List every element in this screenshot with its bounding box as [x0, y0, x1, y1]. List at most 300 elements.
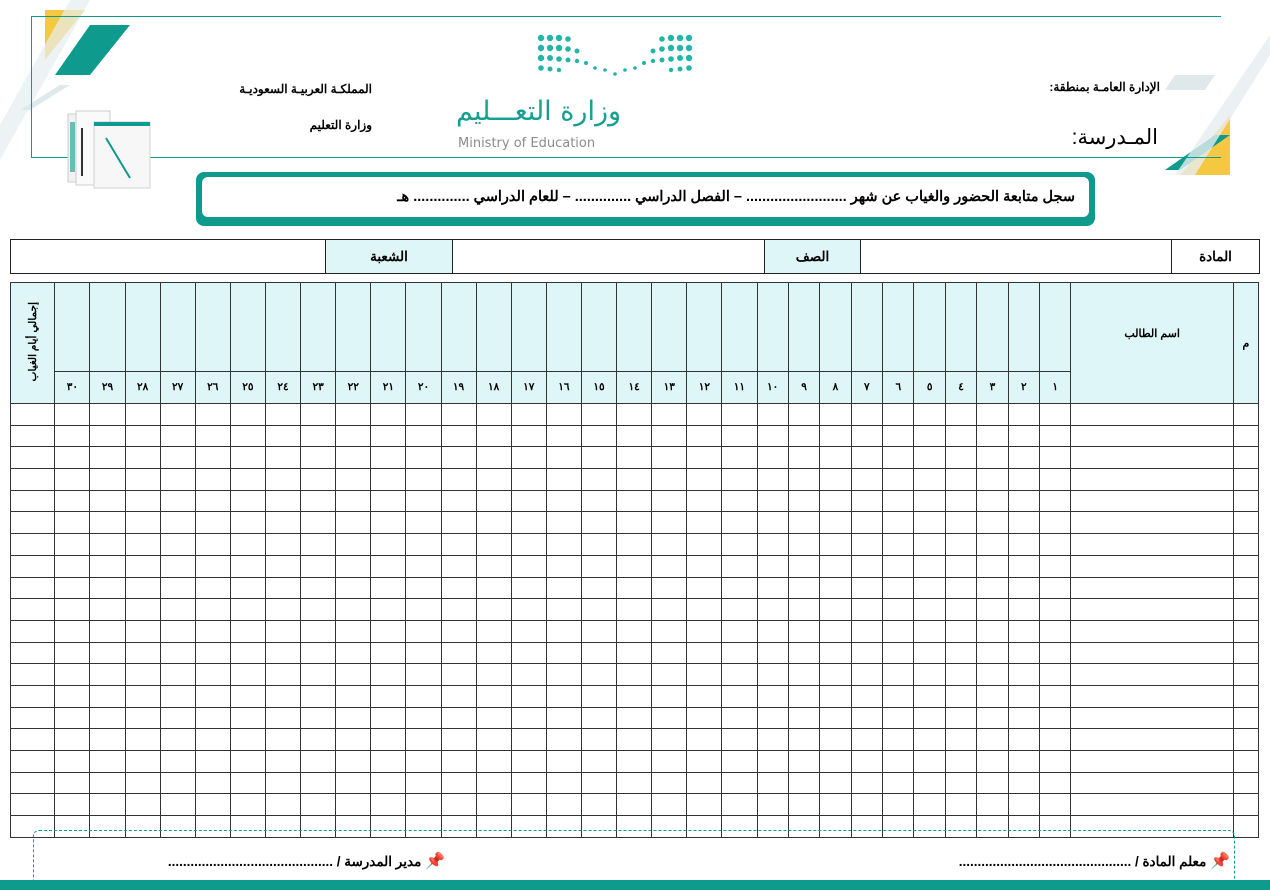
- day-attendance-cell[interactable]: [788, 751, 819, 773]
- day-attendance-cell[interactable]: [195, 490, 230, 512]
- day-attendance-cell[interactable]: [977, 469, 1008, 491]
- day-attendance-cell[interactable]: [652, 490, 687, 512]
- day-attendance-cell[interactable]: [301, 772, 336, 794]
- day-attendance-cell[interactable]: [441, 404, 476, 426]
- day-attendance-cell[interactable]: [230, 794, 265, 816]
- day-attendance-cell[interactable]: [371, 707, 406, 729]
- day-attendance-cell[interactable]: [230, 447, 265, 469]
- day-attendance-cell[interactable]: [230, 512, 265, 534]
- day-attendance-cell[interactable]: [722, 620, 757, 642]
- day-attendance-cell[interactable]: [90, 469, 125, 491]
- day-attendance-cell[interactable]: [945, 664, 976, 686]
- day-attendance-cell[interactable]: [301, 794, 336, 816]
- day-attendance-cell[interactable]: [851, 620, 882, 642]
- day-attendance-cell[interactable]: [55, 447, 90, 469]
- day-attendance-cell[interactable]: [883, 751, 914, 773]
- day-attendance-cell[interactable]: [788, 425, 819, 447]
- day-attendance-cell[interactable]: [687, 685, 722, 707]
- day-attendance-cell[interactable]: [265, 642, 300, 664]
- day-attendance-cell[interactable]: [90, 751, 125, 773]
- day-attendance-cell[interactable]: [687, 577, 722, 599]
- day-attendance-cell[interactable]: [788, 794, 819, 816]
- day-attendance-cell[interactable]: [441, 534, 476, 556]
- total-absence-cell[interactable]: [11, 555, 55, 577]
- day-attendance-cell[interactable]: [406, 664, 441, 686]
- day-attendance-cell[interactable]: [757, 729, 788, 751]
- day-attendance-cell[interactable]: [722, 490, 757, 512]
- day-attendance-cell[interactable]: [301, 707, 336, 729]
- day-attendance-cell[interactable]: [914, 490, 945, 512]
- row-number-cell[interactable]: [1233, 664, 1258, 686]
- day-attendance-cell[interactable]: [476, 707, 511, 729]
- day-attendance-cell[interactable]: [160, 642, 195, 664]
- student-name-cell[interactable]: [1071, 685, 1234, 707]
- day-attendance-cell[interactable]: [336, 404, 371, 426]
- day-attendance-cell[interactable]: [301, 642, 336, 664]
- day-attendance-cell[interactable]: [722, 642, 757, 664]
- day-attendance-cell[interactable]: [820, 577, 851, 599]
- day-attendance-cell[interactable]: [55, 642, 90, 664]
- day-attendance-cell[interactable]: [1040, 707, 1071, 729]
- day-attendance-cell[interactable]: [301, 447, 336, 469]
- day-attendance-cell[interactable]: [406, 707, 441, 729]
- day-attendance-cell[interactable]: [945, 577, 976, 599]
- day-attendance-cell[interactable]: [788, 512, 819, 534]
- day-attendance-cell[interactable]: [977, 664, 1008, 686]
- day-attendance-cell[interactable]: [301, 729, 336, 751]
- day-attendance-cell[interactable]: [195, 729, 230, 751]
- student-name-cell[interactable]: [1071, 490, 1234, 512]
- day-attendance-cell[interactable]: [55, 577, 90, 599]
- day-attendance-cell[interactable]: [546, 685, 581, 707]
- day-attendance-cell[interactable]: [476, 577, 511, 599]
- day-attendance-cell[interactable]: [1040, 620, 1071, 642]
- day-attendance-cell[interactable]: [441, 555, 476, 577]
- day-attendance-cell[interactable]: [511, 794, 546, 816]
- day-attendance-cell[interactable]: [441, 685, 476, 707]
- day-attendance-cell[interactable]: [336, 577, 371, 599]
- day-attendance-cell[interactable]: [371, 534, 406, 556]
- student-name-cell[interactable]: [1071, 512, 1234, 534]
- day-attendance-cell[interactable]: [55, 469, 90, 491]
- day-attendance-cell[interactable]: [722, 469, 757, 491]
- day-attendance-cell[interactable]: [820, 404, 851, 426]
- day-attendance-cell[interactable]: [160, 729, 195, 751]
- day-attendance-cell[interactable]: [265, 707, 300, 729]
- day-attendance-cell[interactable]: [55, 599, 90, 621]
- day-attendance-cell[interactable]: [687, 751, 722, 773]
- day-attendance-cell[interactable]: [371, 599, 406, 621]
- day-attendance-cell[interactable]: [977, 534, 1008, 556]
- day-attendance-cell[interactable]: [160, 772, 195, 794]
- student-name-cell[interactable]: [1071, 729, 1234, 751]
- day-attendance-cell[interactable]: [757, 425, 788, 447]
- day-attendance-cell[interactable]: [581, 425, 616, 447]
- day-attendance-cell[interactable]: [757, 555, 788, 577]
- day-attendance-cell[interactable]: [476, 512, 511, 534]
- student-name-cell[interactable]: [1071, 577, 1234, 599]
- day-attendance-cell[interactable]: [945, 772, 976, 794]
- day-attendance-cell[interactable]: [511, 425, 546, 447]
- day-attendance-cell[interactable]: [851, 404, 882, 426]
- day-attendance-cell[interactable]: [722, 729, 757, 751]
- row-number-cell[interactable]: [1233, 729, 1258, 751]
- day-attendance-cell[interactable]: [301, 577, 336, 599]
- day-attendance-cell[interactable]: [336, 425, 371, 447]
- day-attendance-cell[interactable]: [160, 577, 195, 599]
- day-attendance-cell[interactable]: [1040, 577, 1071, 599]
- total-absence-cell[interactable]: [11, 664, 55, 686]
- day-attendance-cell[interactable]: [1008, 490, 1039, 512]
- day-attendance-cell[interactable]: [125, 425, 160, 447]
- day-attendance-cell[interactable]: [125, 534, 160, 556]
- day-attendance-cell[interactable]: [160, 794, 195, 816]
- day-attendance-cell[interactable]: [160, 425, 195, 447]
- day-attendance-cell[interactable]: [195, 534, 230, 556]
- total-absence-cell[interactable]: [11, 772, 55, 794]
- day-attendance-cell[interactable]: [476, 555, 511, 577]
- day-attendance-cell[interactable]: [851, 425, 882, 447]
- day-attendance-cell[interactable]: [546, 729, 581, 751]
- day-attendance-cell[interactable]: [195, 469, 230, 491]
- day-attendance-cell[interactable]: [125, 599, 160, 621]
- day-attendance-cell[interactable]: [581, 512, 616, 534]
- day-attendance-cell[interactable]: [406, 404, 441, 426]
- day-attendance-cell[interactable]: [977, 751, 1008, 773]
- day-attendance-cell[interactable]: [371, 404, 406, 426]
- day-attendance-cell[interactable]: [476, 447, 511, 469]
- student-name-cell[interactable]: [1071, 751, 1234, 773]
- day-attendance-cell[interactable]: [851, 794, 882, 816]
- day-attendance-cell[interactable]: [977, 794, 1008, 816]
- day-attendance-cell[interactable]: [546, 425, 581, 447]
- day-attendance-cell[interactable]: [687, 555, 722, 577]
- day-attendance-cell[interactable]: [977, 620, 1008, 642]
- day-attendance-cell[interactable]: [441, 772, 476, 794]
- day-attendance-cell[interactable]: [883, 729, 914, 751]
- day-attendance-cell[interactable]: [687, 707, 722, 729]
- day-attendance-cell[interactable]: [546, 490, 581, 512]
- day-attendance-cell[interactable]: [265, 512, 300, 534]
- day-attendance-cell[interactable]: [476, 772, 511, 794]
- total-absence-cell[interactable]: [11, 642, 55, 664]
- day-attendance-cell[interactable]: [511, 599, 546, 621]
- day-attendance-cell[interactable]: [1008, 404, 1039, 426]
- row-number-cell[interactable]: [1233, 772, 1258, 794]
- day-attendance-cell[interactable]: [687, 620, 722, 642]
- day-attendance-cell[interactable]: [687, 512, 722, 534]
- day-attendance-cell[interactable]: [788, 599, 819, 621]
- day-attendance-cell[interactable]: [230, 599, 265, 621]
- day-attendance-cell[interactable]: [230, 620, 265, 642]
- day-attendance-cell[interactable]: [652, 447, 687, 469]
- day-attendance-cell[interactable]: [914, 620, 945, 642]
- day-attendance-cell[interactable]: [722, 751, 757, 773]
- day-attendance-cell[interactable]: [820, 469, 851, 491]
- day-attendance-cell[interactable]: [820, 599, 851, 621]
- row-number-cell[interactable]: [1233, 794, 1258, 816]
- day-attendance-cell[interactable]: [301, 425, 336, 447]
- day-attendance-cell[interactable]: [406, 512, 441, 534]
- row-number-cell[interactable]: [1233, 620, 1258, 642]
- day-attendance-cell[interactable]: [617, 772, 652, 794]
- day-attendance-cell[interactable]: [722, 664, 757, 686]
- day-attendance-cell[interactable]: [1008, 664, 1039, 686]
- student-name-cell[interactable]: [1071, 642, 1234, 664]
- day-attendance-cell[interactable]: [1008, 707, 1039, 729]
- day-attendance-cell[interactable]: [55, 490, 90, 512]
- day-attendance-cell[interactable]: [336, 707, 371, 729]
- day-attendance-cell[interactable]: [441, 599, 476, 621]
- day-attendance-cell[interactable]: [617, 620, 652, 642]
- day-attendance-cell[interactable]: [652, 425, 687, 447]
- day-attendance-cell[interactable]: [511, 469, 546, 491]
- day-attendance-cell[interactable]: [820, 685, 851, 707]
- day-attendance-cell[interactable]: [757, 534, 788, 556]
- total-absence-cell[interactable]: [11, 707, 55, 729]
- day-attendance-cell[interactable]: [581, 599, 616, 621]
- day-attendance-cell[interactable]: [371, 425, 406, 447]
- day-attendance-cell[interactable]: [336, 555, 371, 577]
- day-attendance-cell[interactable]: [788, 729, 819, 751]
- day-attendance-cell[interactable]: [546, 620, 581, 642]
- day-attendance-cell[interactable]: [265, 404, 300, 426]
- day-attendance-cell[interactable]: [371, 447, 406, 469]
- day-attendance-cell[interactable]: [125, 794, 160, 816]
- day-attendance-cell[interactable]: [546, 707, 581, 729]
- day-attendance-cell[interactable]: [914, 534, 945, 556]
- day-attendance-cell[interactable]: [883, 664, 914, 686]
- day-attendance-cell[interactable]: [301, 404, 336, 426]
- day-attendance-cell[interactable]: [617, 577, 652, 599]
- day-attendance-cell[interactable]: [230, 534, 265, 556]
- day-attendance-cell[interactable]: [1040, 469, 1071, 491]
- day-attendance-cell[interactable]: [230, 425, 265, 447]
- day-attendance-cell[interactable]: [441, 447, 476, 469]
- day-attendance-cell[interactable]: [230, 685, 265, 707]
- day-attendance-cell[interactable]: [265, 490, 300, 512]
- day-attendance-cell[interactable]: [757, 642, 788, 664]
- day-attendance-cell[interactable]: [265, 685, 300, 707]
- day-attendance-cell[interactable]: [1008, 599, 1039, 621]
- day-attendance-cell[interactable]: [336, 599, 371, 621]
- total-absence-cell[interactable]: [11, 751, 55, 773]
- day-attendance-cell[interactable]: [336, 664, 371, 686]
- student-name-cell[interactable]: [1071, 555, 1234, 577]
- day-attendance-cell[interactable]: [977, 425, 1008, 447]
- day-attendance-cell[interactable]: [687, 794, 722, 816]
- day-attendance-cell[interactable]: [820, 425, 851, 447]
- day-attendance-cell[interactable]: [476, 751, 511, 773]
- day-attendance-cell[interactable]: [230, 577, 265, 599]
- day-attendance-cell[interactable]: [265, 425, 300, 447]
- day-attendance-cell[interactable]: [301, 664, 336, 686]
- day-attendance-cell[interactable]: [160, 685, 195, 707]
- day-attendance-cell[interactable]: [441, 490, 476, 512]
- day-attendance-cell[interactable]: [125, 751, 160, 773]
- day-attendance-cell[interactable]: [788, 642, 819, 664]
- day-attendance-cell[interactable]: [1008, 772, 1039, 794]
- day-attendance-cell[interactable]: [581, 729, 616, 751]
- day-attendance-cell[interactable]: [230, 642, 265, 664]
- day-attendance-cell[interactable]: [883, 534, 914, 556]
- day-attendance-cell[interactable]: [581, 534, 616, 556]
- day-attendance-cell[interactable]: [476, 664, 511, 686]
- day-attendance-cell[interactable]: [301, 620, 336, 642]
- day-attendance-cell[interactable]: [160, 555, 195, 577]
- day-attendance-cell[interactable]: [336, 469, 371, 491]
- day-attendance-cell[interactable]: [977, 555, 1008, 577]
- day-attendance-cell[interactable]: [125, 512, 160, 534]
- day-attendance-cell[interactable]: [125, 555, 160, 577]
- row-number-cell[interactable]: [1233, 555, 1258, 577]
- total-absence-cell[interactable]: [11, 425, 55, 447]
- day-attendance-cell[interactable]: [851, 685, 882, 707]
- day-attendance-cell[interactable]: [788, 577, 819, 599]
- day-attendance-cell[interactable]: [265, 534, 300, 556]
- row-number-cell[interactable]: [1233, 685, 1258, 707]
- day-attendance-cell[interactable]: [511, 664, 546, 686]
- day-attendance-cell[interactable]: [125, 447, 160, 469]
- day-attendance-cell[interactable]: [914, 685, 945, 707]
- day-attendance-cell[interactable]: [1008, 469, 1039, 491]
- day-attendance-cell[interactable]: [788, 555, 819, 577]
- day-attendance-cell[interactable]: [652, 404, 687, 426]
- day-attendance-cell[interactable]: [617, 707, 652, 729]
- day-attendance-cell[interactable]: [617, 490, 652, 512]
- day-attendance-cell[interactable]: [1040, 664, 1071, 686]
- day-attendance-cell[interactable]: [90, 685, 125, 707]
- day-attendance-cell[interactable]: [945, 425, 976, 447]
- day-attendance-cell[interactable]: [722, 404, 757, 426]
- day-attendance-cell[interactable]: [160, 490, 195, 512]
- day-attendance-cell[interactable]: [652, 642, 687, 664]
- day-attendance-cell[interactable]: [581, 751, 616, 773]
- day-attendance-cell[interactable]: [55, 772, 90, 794]
- day-attendance-cell[interactable]: [441, 664, 476, 686]
- row-number-cell[interactable]: [1233, 534, 1258, 556]
- day-attendance-cell[interactable]: [945, 404, 976, 426]
- day-attendance-cell[interactable]: [820, 772, 851, 794]
- day-attendance-cell[interactable]: [195, 620, 230, 642]
- day-attendance-cell[interactable]: [301, 685, 336, 707]
- row-number-cell[interactable]: [1233, 447, 1258, 469]
- day-attendance-cell[interactable]: [406, 729, 441, 751]
- day-attendance-cell[interactable]: [476, 620, 511, 642]
- day-attendance-cell[interactable]: [851, 534, 882, 556]
- day-attendance-cell[interactable]: [617, 599, 652, 621]
- day-attendance-cell[interactable]: [336, 490, 371, 512]
- day-attendance-cell[interactable]: [617, 425, 652, 447]
- day-attendance-cell[interactable]: [546, 642, 581, 664]
- day-attendance-cell[interactable]: [722, 512, 757, 534]
- day-attendance-cell[interactable]: [757, 404, 788, 426]
- day-attendance-cell[interactable]: [125, 729, 160, 751]
- day-attendance-cell[interactable]: [371, 620, 406, 642]
- day-attendance-cell[interactable]: [581, 577, 616, 599]
- day-attendance-cell[interactable]: [652, 794, 687, 816]
- day-attendance-cell[interactable]: [265, 447, 300, 469]
- day-attendance-cell[interactable]: [1008, 794, 1039, 816]
- day-attendance-cell[interactable]: [441, 707, 476, 729]
- day-attendance-cell[interactable]: [945, 620, 976, 642]
- total-absence-cell[interactable]: [11, 577, 55, 599]
- day-attendance-cell[interactable]: [581, 794, 616, 816]
- day-attendance-cell[interactable]: [883, 794, 914, 816]
- day-attendance-cell[interactable]: [851, 577, 882, 599]
- day-attendance-cell[interactable]: [883, 425, 914, 447]
- day-attendance-cell[interactable]: [90, 664, 125, 686]
- day-attendance-cell[interactable]: [441, 512, 476, 534]
- day-attendance-cell[interactable]: [230, 555, 265, 577]
- day-attendance-cell[interactable]: [55, 751, 90, 773]
- day-attendance-cell[interactable]: [406, 425, 441, 447]
- row-number-cell[interactable]: [1233, 490, 1258, 512]
- day-attendance-cell[interactable]: [883, 620, 914, 642]
- total-absence-cell[interactable]: [11, 404, 55, 426]
- day-attendance-cell[interactable]: [851, 512, 882, 534]
- day-attendance-cell[interactable]: [788, 772, 819, 794]
- day-attendance-cell[interactable]: [883, 447, 914, 469]
- day-attendance-cell[interactable]: [687, 599, 722, 621]
- day-attendance-cell[interactable]: [820, 794, 851, 816]
- day-attendance-cell[interactable]: [371, 664, 406, 686]
- day-attendance-cell[interactable]: [90, 490, 125, 512]
- day-attendance-cell[interactable]: [788, 404, 819, 426]
- day-attendance-cell[interactable]: [265, 772, 300, 794]
- day-attendance-cell[interactable]: [883, 772, 914, 794]
- day-attendance-cell[interactable]: [160, 469, 195, 491]
- day-attendance-cell[interactable]: [914, 555, 945, 577]
- day-attendance-cell[interactable]: [476, 425, 511, 447]
- day-attendance-cell[interactable]: [90, 599, 125, 621]
- day-attendance-cell[interactable]: [820, 490, 851, 512]
- day-attendance-cell[interactable]: [546, 664, 581, 686]
- day-attendance-cell[interactable]: [788, 707, 819, 729]
- day-attendance-cell[interactable]: [883, 555, 914, 577]
- day-attendance-cell[interactable]: [883, 469, 914, 491]
- day-attendance-cell[interactable]: [1040, 642, 1071, 664]
- day-attendance-cell[interactable]: [301, 751, 336, 773]
- day-attendance-cell[interactable]: [336, 685, 371, 707]
- day-attendance-cell[interactable]: [851, 772, 882, 794]
- day-attendance-cell[interactable]: [406, 577, 441, 599]
- day-attendance-cell[interactable]: [511, 490, 546, 512]
- day-attendance-cell[interactable]: [788, 664, 819, 686]
- day-attendance-cell[interactable]: [55, 425, 90, 447]
- day-attendance-cell[interactable]: [977, 490, 1008, 512]
- day-attendance-cell[interactable]: [511, 620, 546, 642]
- day-attendance-cell[interactable]: [55, 794, 90, 816]
- day-attendance-cell[interactable]: [757, 707, 788, 729]
- day-attendance-cell[interactable]: [687, 425, 722, 447]
- day-attendance-cell[interactable]: [722, 447, 757, 469]
- day-attendance-cell[interactable]: [125, 490, 160, 512]
- day-attendance-cell[interactable]: [914, 404, 945, 426]
- day-attendance-cell[interactable]: [788, 534, 819, 556]
- day-attendance-cell[interactable]: [977, 642, 1008, 664]
- day-attendance-cell[interactable]: [722, 707, 757, 729]
- day-attendance-cell[interactable]: [90, 512, 125, 534]
- student-name-cell[interactable]: [1071, 447, 1234, 469]
- day-attendance-cell[interactable]: [1040, 794, 1071, 816]
- day-attendance-cell[interactable]: [945, 599, 976, 621]
- day-attendance-cell[interactable]: [945, 729, 976, 751]
- day-attendance-cell[interactable]: [441, 642, 476, 664]
- day-attendance-cell[interactable]: [820, 642, 851, 664]
- day-attendance-cell[interactable]: [406, 794, 441, 816]
- day-attendance-cell[interactable]: [265, 555, 300, 577]
